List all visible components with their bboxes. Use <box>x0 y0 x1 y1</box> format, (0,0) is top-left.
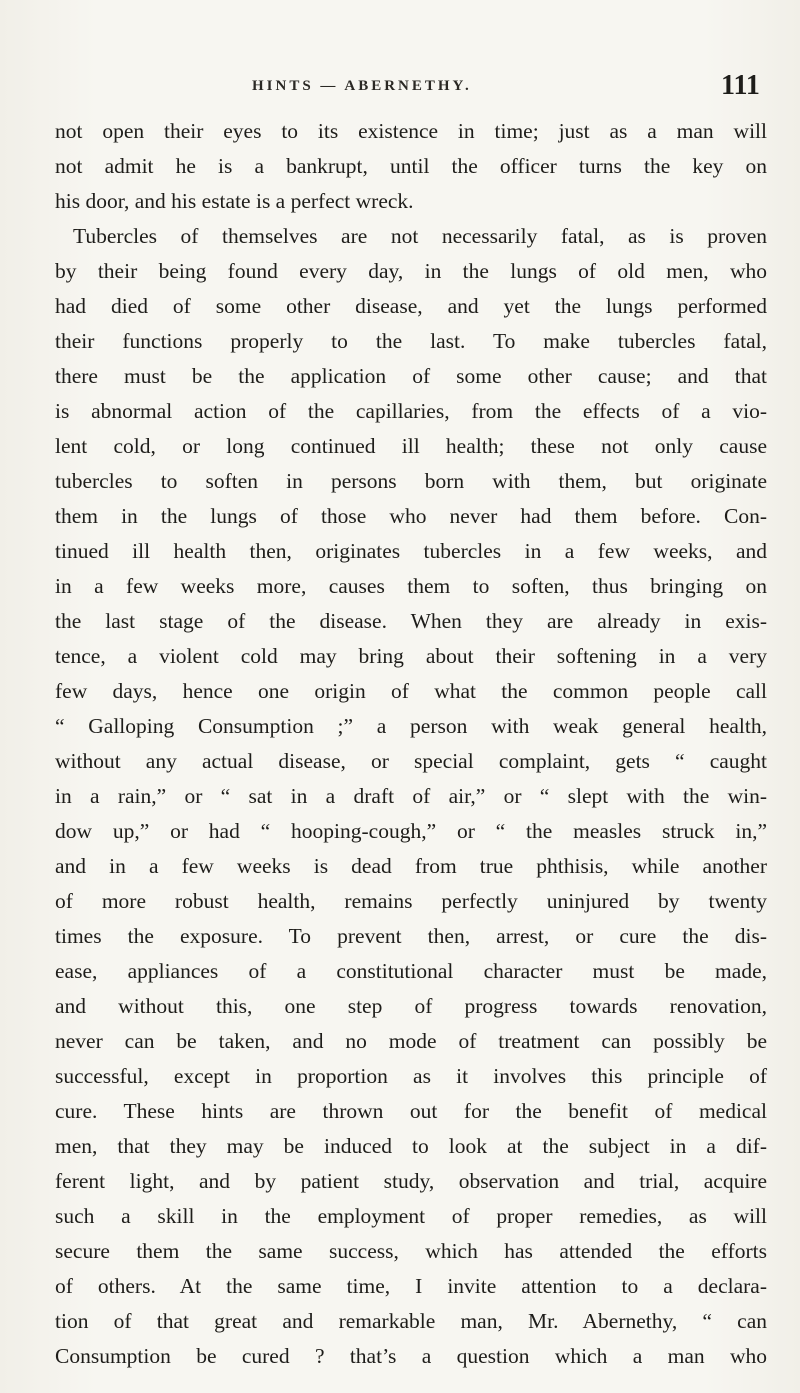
text-line: had died of some other disease, and yet the lungs performed <box>55 294 767 318</box>
text-line: and in a few weeks is dead from true phthisis, while another <box>55 854 767 878</box>
text-line: them in the lungs of those who never had them before. Con- <box>55 504 767 528</box>
text-line: lent cold, or long continued ill health; these not only cause <box>55 434 767 458</box>
text-line: of others. At the same time, I invite attention to a declara- <box>55 1274 767 1298</box>
text-line: of more robust health, remains perfectly uninjured by twenty <box>55 889 767 913</box>
text-line: ease, appliances of a constitutional character must be made, <box>55 959 767 983</box>
text-line: times the exposure. To prevent then, arrest, or cure the dis- <box>55 924 767 948</box>
body-text <box>55 114 767 1374</box>
text-line: tubercles to soften in persons born with them, but originate <box>55 469 767 493</box>
text-line: successful, except in proportion as it involves this principle of <box>55 1064 767 1088</box>
text-line: by their being found every day, in the lungs of old men, who <box>55 259 767 283</box>
text-line: not open their eyes to its existence in time; just as a man will <box>55 119 767 143</box>
text-line: without any actual disease, or special complaint, gets “ caught <box>55 749 767 773</box>
text-line: tion of that great and remarkable man, Mr. Abernethy, “ can <box>55 1309 767 1333</box>
text-line: “ Galloping Consumption ;” a person with weak general health, <box>55 714 767 738</box>
text-line: is abnormal action of the capillaries, from the effects of a vio- <box>55 399 767 423</box>
text-line: Consumption be cured ? that’s a question which a man who <box>55 1344 767 1368</box>
text-line: such a skill in the employment of proper remedies, as will <box>55 1204 767 1228</box>
text-line: cure. These hints are thrown out for the benefit of medical <box>55 1099 767 1123</box>
page-number: 111 <box>721 70 760 101</box>
text-line: never can be taken, and no mode of treatment can possibly be <box>55 1029 767 1053</box>
text-line: not admit he is a bankrupt, until the officer turns the key on <box>55 154 767 178</box>
text-line: his door, and his estate is a perfect wreck. <box>55 189 414 213</box>
text-line: tinued ill health then, originates tubercles in a few weeks, and <box>55 539 767 563</box>
paragraph-start-line: Tubercles of themselves are not necessarily fatal, as is proven <box>73 224 767 248</box>
text-line: and without this, one step of progress towards renovation, <box>55 994 767 1018</box>
text-line: in a rain,” or “ sat in a draft of air,” or “ slept with the win- <box>55 784 767 808</box>
text-line: secure them the same success, which has attended the efforts <box>55 1239 767 1263</box>
text-line: tence, a violent cold may bring about their softening in a very <box>55 644 767 668</box>
text-line: in a few weeks more, causes them to soften, thus bringing on <box>55 574 767 598</box>
text-line: the last stage of the disease. When they are already in exis- <box>55 609 767 633</box>
text-line: few days, hence one origin of what the common people call <box>55 679 767 703</box>
text-line: men, that they may be induced to look at the subject in a dif- <box>55 1134 767 1158</box>
text-line: there must be the application of some other cause; and that <box>55 364 767 388</box>
text-line: ferent light, and by patient study, observation and trial, acquire <box>55 1169 767 1193</box>
running-head: HINTS — ABERNETHY. <box>252 78 472 94</box>
text-line: dow up,” or had “ hooping-cough,” or “ the measles struck in,” <box>55 819 767 843</box>
text-line: their functions properly to the last. To make tubercles fatal, <box>55 329 767 353</box>
